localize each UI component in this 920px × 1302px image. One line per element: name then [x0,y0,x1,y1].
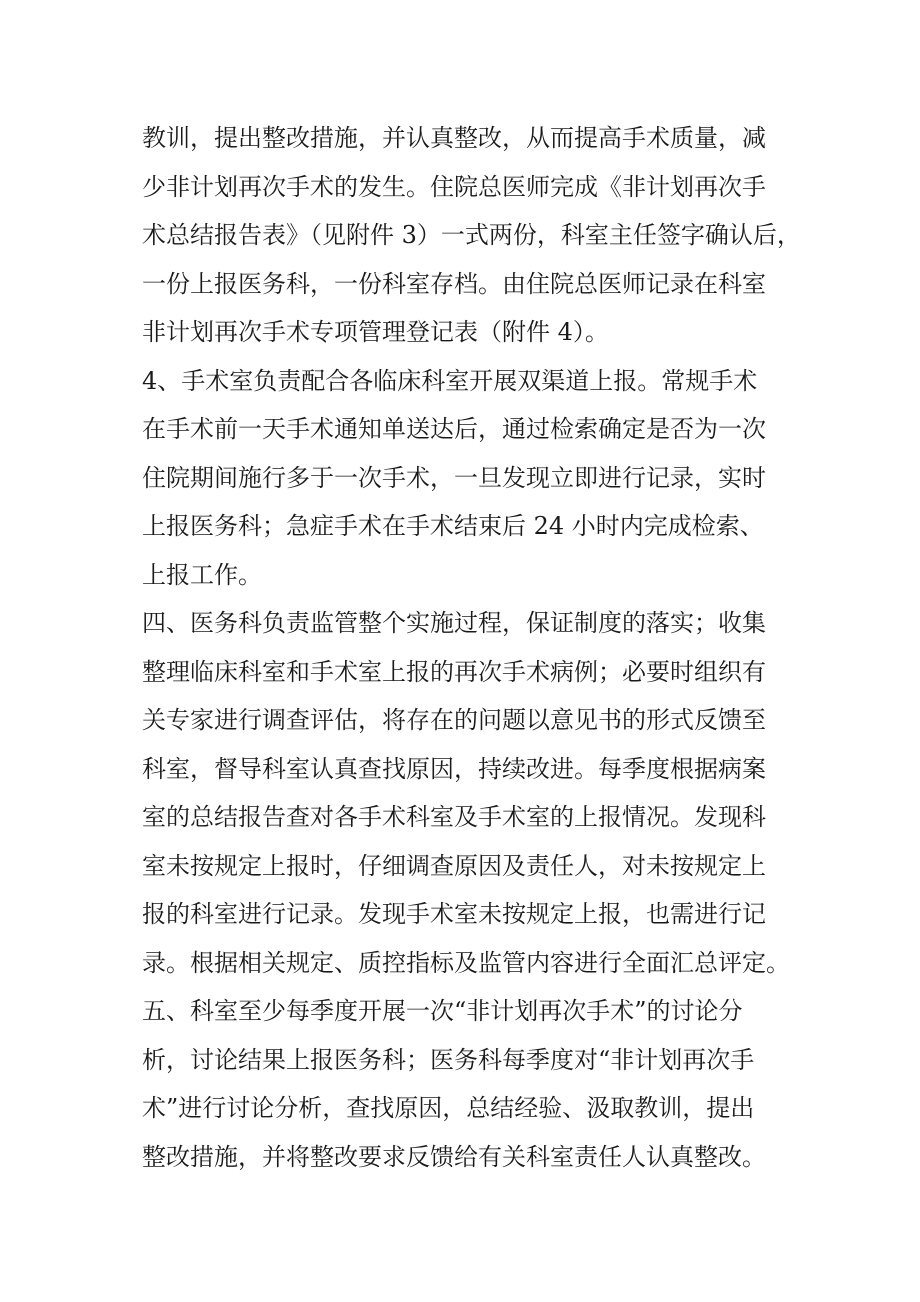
text-line: 住院期间施行多于一次手术，一旦发现立即进行记录，实时 [142,463,766,492]
text-line: 室未按规定上报时，仔细调查原因及责任人，对未按规定上 [142,851,766,880]
text-line: 录。根据相关规定、质控指标及监管内容进行全面汇总评定。 [142,948,790,977]
text-line: 非计划再次手术专项管理登记表（附件 4）。 [142,318,609,346]
text-line: 上报工作。 [142,560,262,589]
text-line: 术总结报告表》（见附件 3）一式两份，科室主任签字确认后， [142,221,801,249]
text-line: 上报医务科；急症手术在手术结束后 24 小时内完成检索、 [142,512,764,540]
text-line: 五、科室至少每季度开展一次“非计划再次手术”的讨论分 [142,997,743,1025]
text-line: 整理临床科室和手术室上报的再次手术病例；必要时组织有 [142,657,766,686]
text-line: 一份上报医务科，一份科室存档。由住院总医师记录在科室 [142,269,766,298]
body-text [142,114,801,1181]
text-line: 教训，提出整改措施，并认真整改，从而提高手术质量，减 [142,124,766,152]
text-line: 室的总结报告查对各手术科室及手术室的上报情况。发现科 [142,803,766,831]
text-line: 四、医务科负责监管整个实施过程，保证制度的落实；收集 [142,609,766,637]
text-line: 少非计划再次手术的发生。住院总医师完成《非计划再次手 [142,172,766,201]
text-line: 整改措施，并将整改要求反馈给有关科室责任人认真整改。 [142,1142,766,1171]
text-line: 报的科室进行记录。发现手术室未按规定上报，也需进行记 [142,900,766,928]
text-line: 在手术前一天手术通知单送达后，通过检索确定是否为一次 [142,415,766,443]
text-line: 析，讨论结果上报医务科；医务科每季度对“非计划再次手 [142,1045,755,1074]
text-line: 4、手术室负责配合各临床科室开展双渠道上报。常规手术 [142,366,758,395]
text-line: 术”进行讨论分析，查找原因，总结经验、汲取教训，提出 [142,1094,755,1122]
text-line: 关专家进行调查评估，将存在的问题以意见书的形式反馈至 [142,706,766,734]
text-line: 科室，督导科室认真查找原因，持续改进。每季度根据病案 [142,754,766,783]
